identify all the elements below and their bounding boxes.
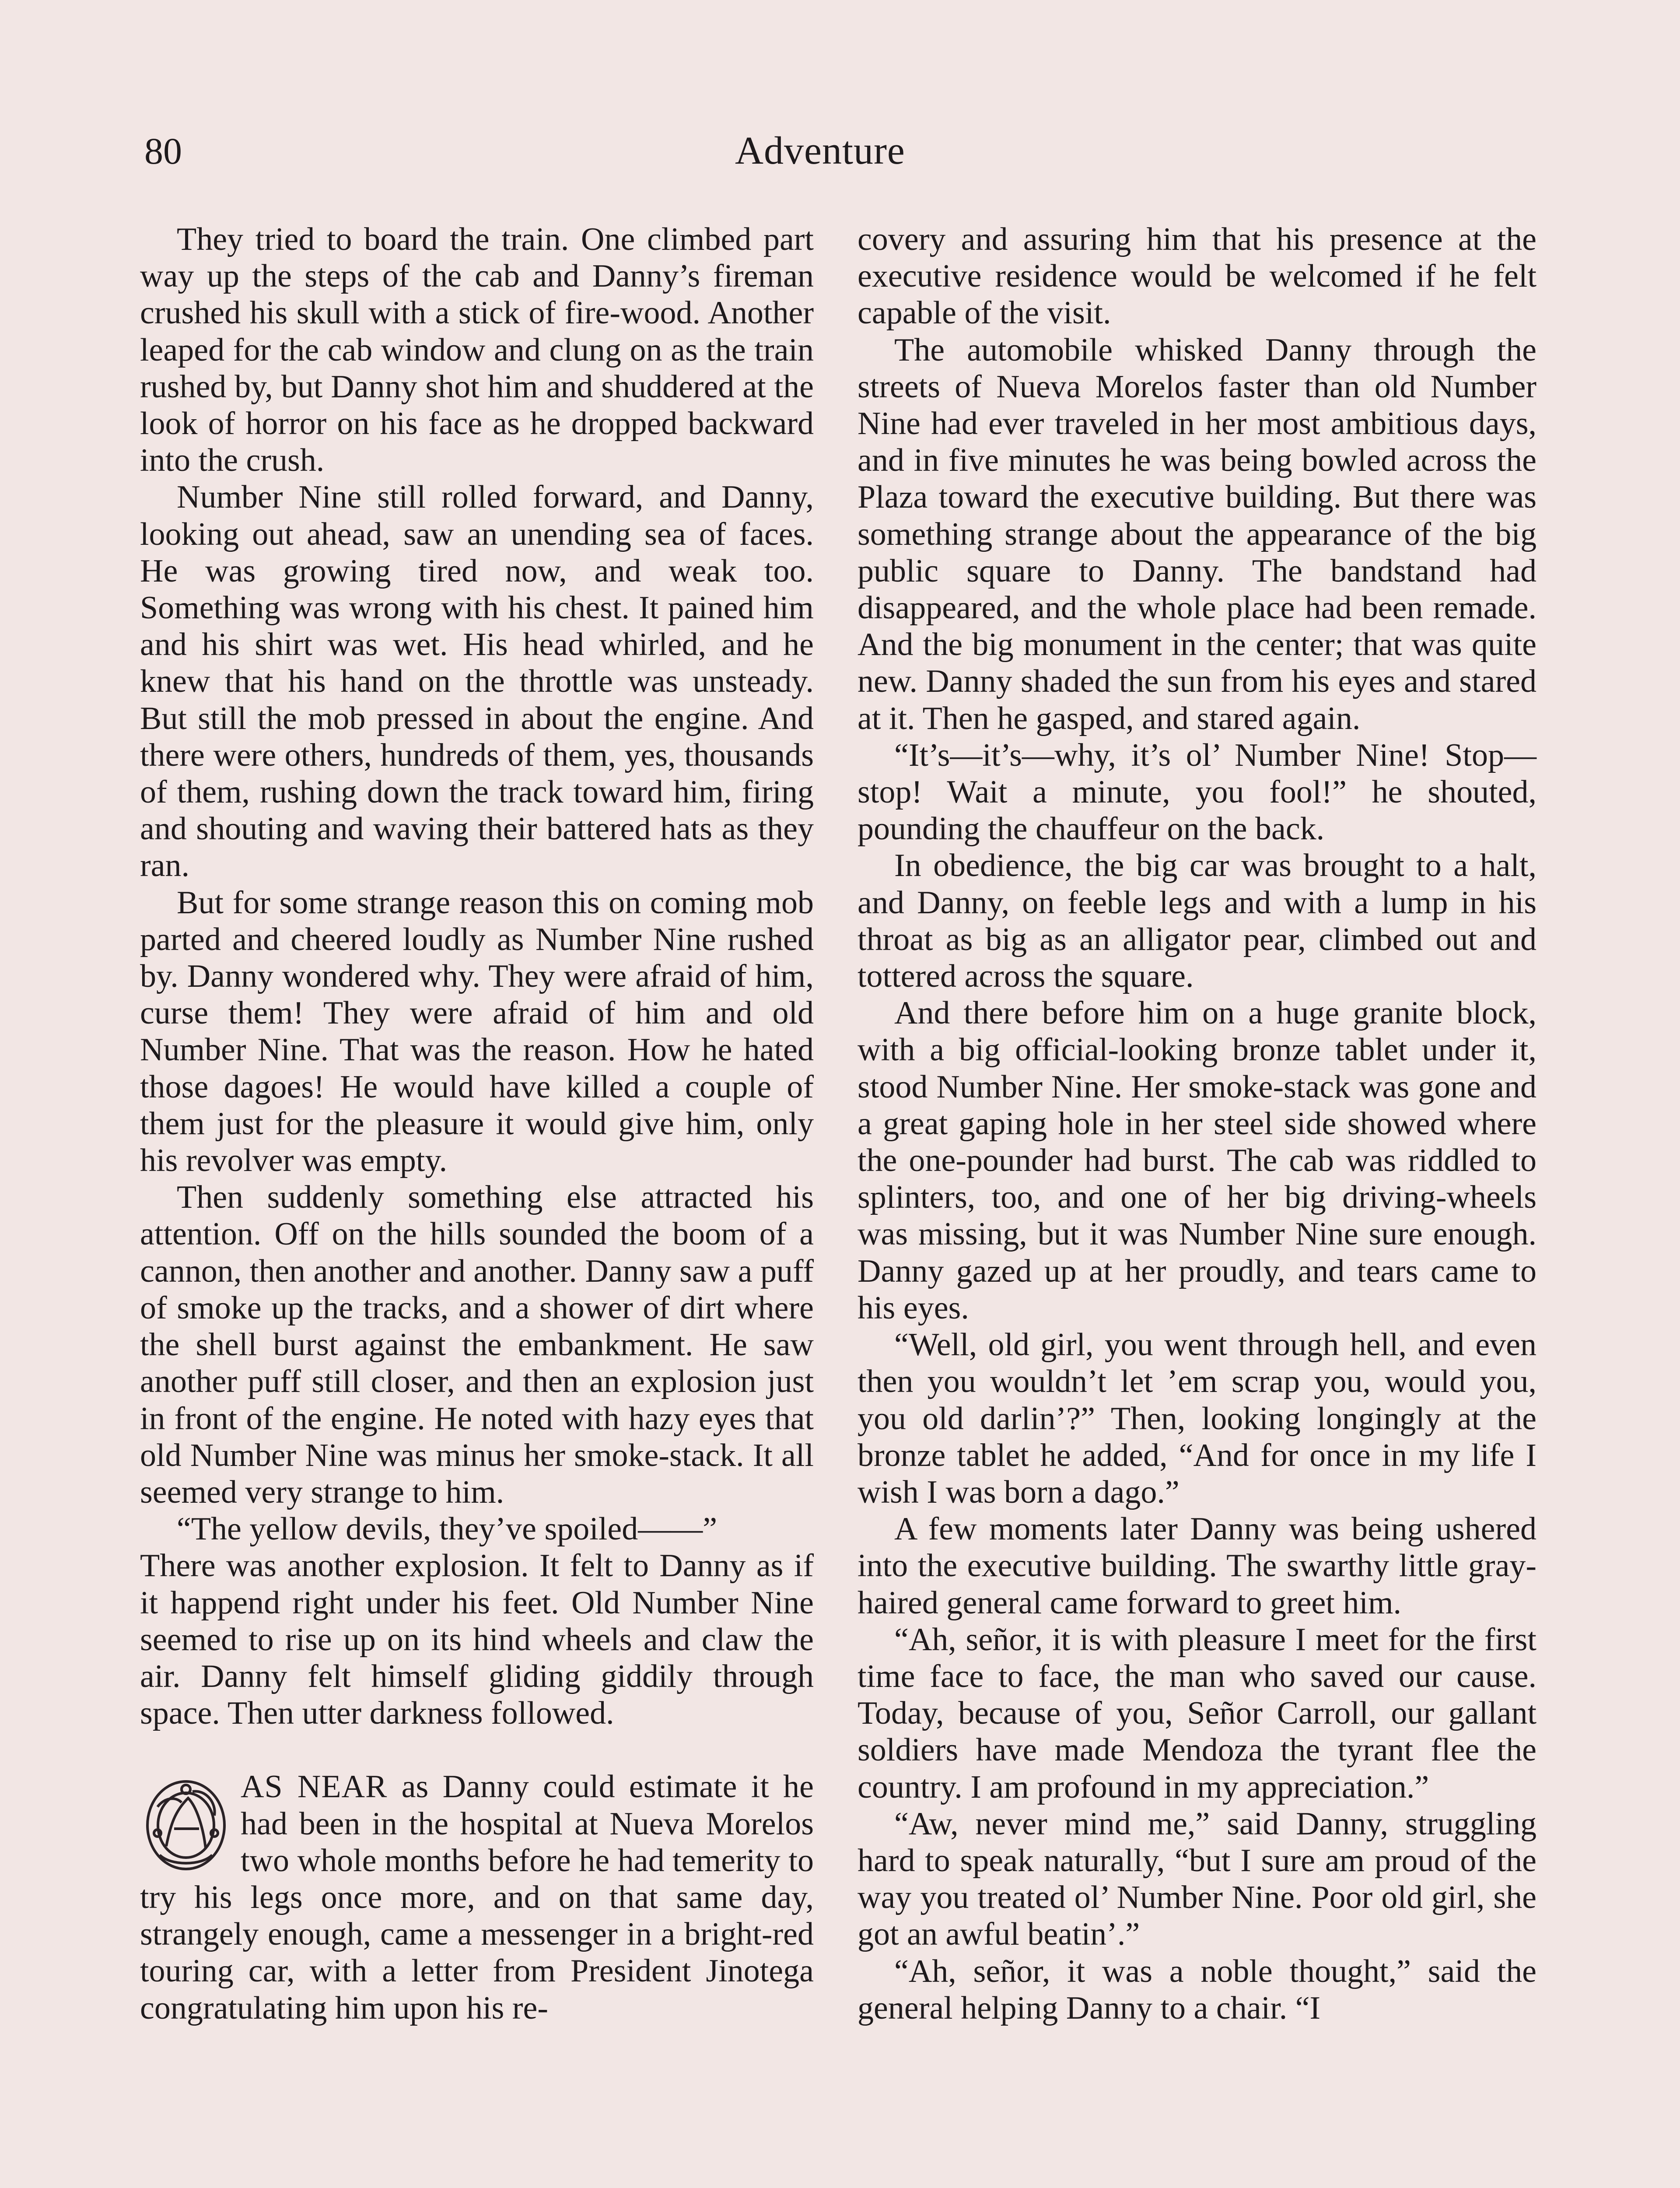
running-title: Adventure	[735, 129, 905, 172]
page-number: 80	[144, 130, 182, 172]
left-column	[140, 221, 814, 2027]
section-break	[140, 1732, 814, 1768]
paragraph: Number Nine still rolled forward, and Danny, looking out ahead, saw an unending sea of faces. He was growing tired now, and weak too. Something was wrong with his chest. It pained him and his shirt was wet. His head whirled, and he knew that his hand on the throttle was unsteady. But still the mob pressed in about the engine. And there were others, hundreds of them, yes, thousands of them, rushing down the track toward him, firing and shouting and waving their battered hats as they ran.	[140, 479, 814, 884]
paragraph: “Ah, señor, it is with pleasure I meet for the first time face to face, the man who saved our cause. Today, because of you, Señor Carroll, our gallant soldiers have made Mendoza the tyrant flee the country. I am profound in my appreciation.”	[858, 1621, 1536, 1805]
right-column	[858, 221, 1536, 2027]
paragraph: covery and assuring him that his presence at the executive residence would be welcomed if he felt capable of the visit.	[858, 221, 1536, 331]
paragraph: The automobile whisked Danny through the streets of Nueva Morelos faster than old Number Nine had ever traveled in her most ambitious days, and in five minutes he was being bowled across the Plaza toward the executive building. But there was something strange about the appearance of the big public square to Danny. The bandstand had disappeared, and the whole place had been remade. And the big monument in the center; that was quite new. Danny shaded the sun from his eyes and stared at it. Then he gasped, and stared again.	[858, 332, 1536, 736]
paragraph: But for some strange reason this on coming mob parted and cheered loudly as Number Nine rushed by. Danny wondered why. They were afraid of him, curse them! They were afraid of him and old Number Nine. That was the reason. How he hated those dagoes! He would have killed a couple of them just for the pleasure it would give him, only his revolver was empty.	[140, 884, 814, 1179]
paragraph: A few moments later Danny was being ushered into the executive building. The swarthy little gray-haired general came forward to greet him.	[858, 1511, 1536, 1621]
page-header	[144, 127, 1536, 184]
section-paragraph-text: as Danny could estimate it he had been in the hospital at Nueva Morelos two whole months before he had temerity to try his legs once more, and on that same day, strangely enough, came a messenger in a bright-red touring car, with a letter from President Jinotega congratulating him upon his re-	[140, 1769, 814, 2026]
ornamental-initial-icon	[140, 1772, 232, 1877]
paragraph: In obedience, the big car was brought to a halt, and Danny, on feeble legs and with a lump in his throat as big as an alligator pear, climbed out and tottered across the square.	[858, 848, 1536, 995]
paragraph: “Aw, never mind me,” said Danny, struggling hard to speak naturally, “but I sure am proud of the way you treated ol’ Number Nine. Poor old girl, she got an awful beatin’.”	[858, 1806, 1536, 1953]
paragraph: Then suddenly something else attracted his attention. Off on the hills sounded the boom of a cannon, then another and another. Danny saw a puff of smoke up the tracks, and a shower of dirt where the shell burst against the embankment. He saw another puff still closer, and then an explosion just in front of the engine. He noted with hazy eyes that old Number Nine was minus her smoke-stack. It all seemed very strange to him.	[140, 1179, 814, 1510]
section-opening	[140, 1768, 814, 2026]
section-lead: AS NEAR	[241, 1769, 388, 1805]
paragraph: “Ah, señor, it was a noble thought,” said the general helping Danny to a chair. “I	[858, 1953, 1536, 2026]
paragraph: “The yellow devils, they’ve spoiled——”	[177, 1511, 718, 1547]
paragraph: They tried to board the train. One climbed part way up the steps of the cab and Danny’s fireman crushed his skull with a stick of fire-wood. Another leaped for the cab window and clung on as the train rushed by, but Danny shot him and shuddered at the look of horror on his face as he dropped backward into the crush.	[140, 221, 814, 479]
paragraph: And there before him on a huge granite block, with a big official-looking bronze tablet under it, stood Number Nine. Her smoke-stack was gone and a great gaping hole in her steel side showed where the one-pounder had burst. The cab was riddled to splinters, too, and one of her big driving-wheels was missing, but it was Number Nine sure enough. Danny gazed up at her proudly, and tears came to his eyes.	[858, 995, 1536, 1326]
paragraph: “It’s—it’s—why, it’s ol’ Number Nine! Stop—stop! Wait a minute, you fool!” he shouted, pounding the chauffeur on the back.	[858, 737, 1536, 847]
section-paragraph	[140, 1768, 814, 2026]
paragraph: “Well, old girl, you went through hell, and even then you wouldn’t let ’em scrap you, would you, you old darlin’?” Then, looking longingly at the bronze tablet he added, “And for once in my life I wish I was born a dago.”	[858, 1327, 1536, 1510]
paragraph: There was another explosion. It felt to Danny as if it happend right under his feet. Old Number Nine seemed to rise up on its hind wheels and claw the air. Danny felt himself gliding giddily through space. Then utter darkness followed.	[140, 1548, 814, 1732]
